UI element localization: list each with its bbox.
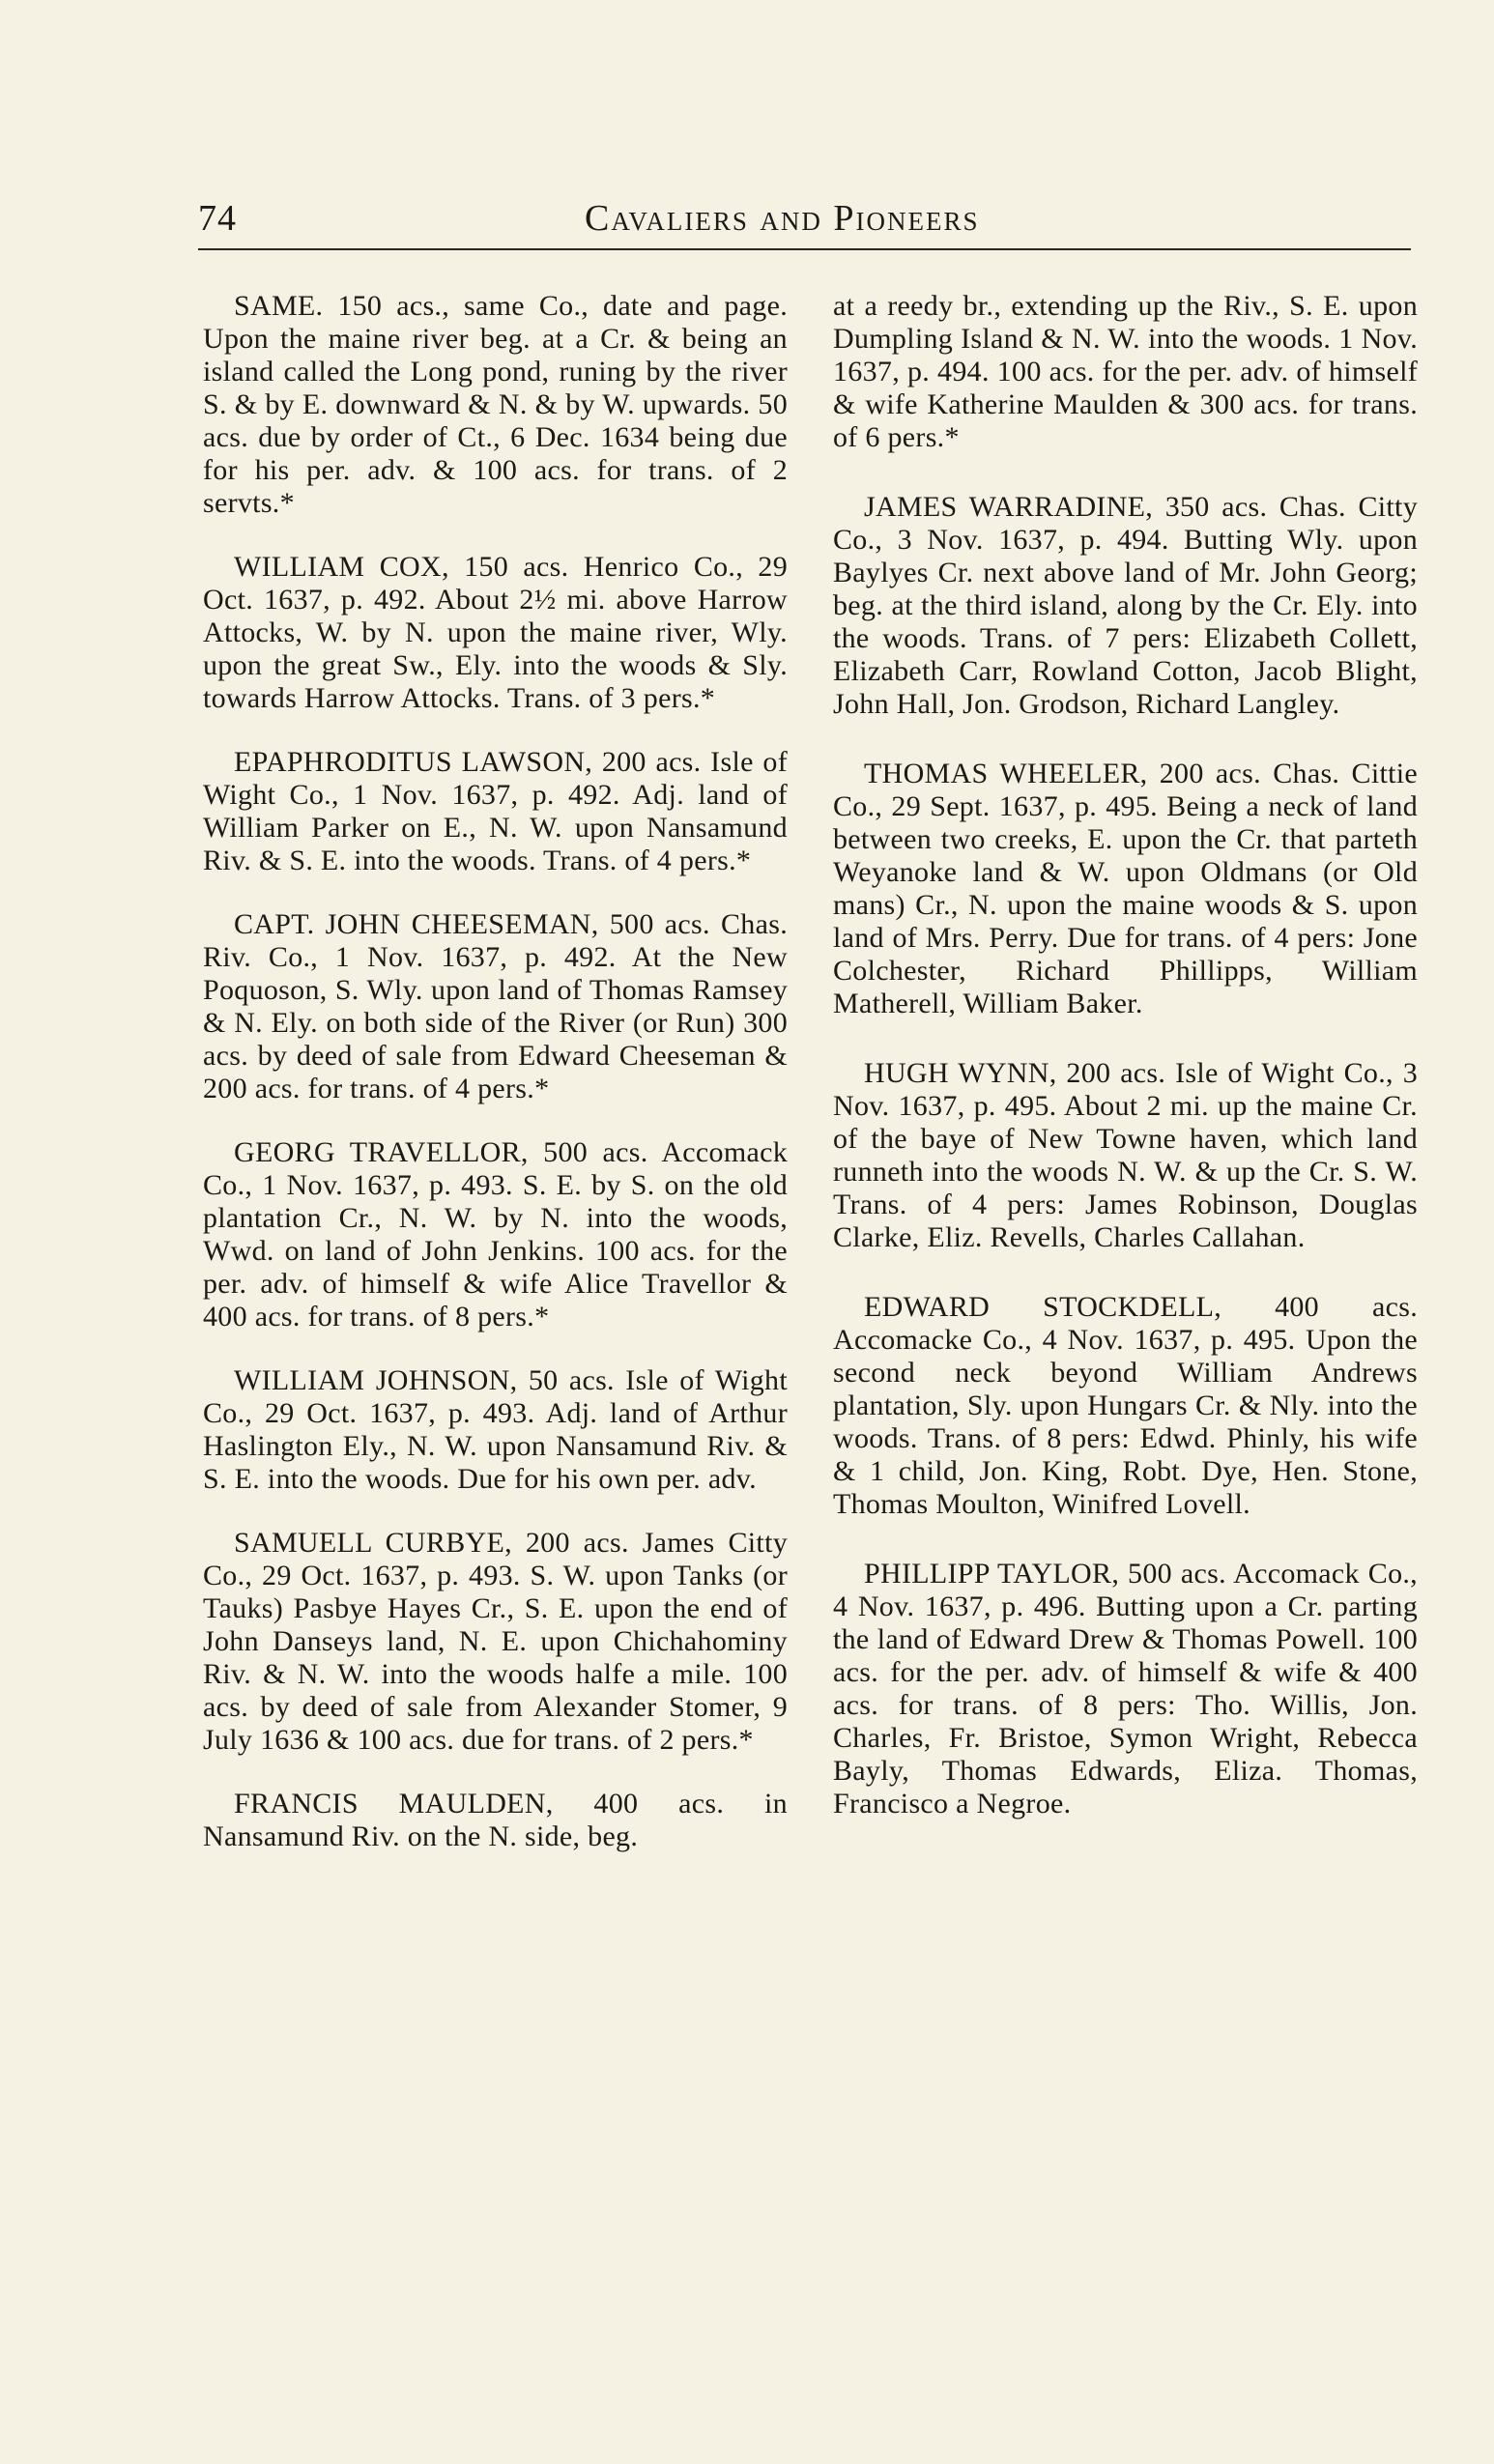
entry-william-cox: WILLIAM COX, 150 acs. Henrico Co., 29 Oct. 1637, p. 492. About 2½ mi. above Harrow Attocks, W. by N. upon the maine river, Wly. upon the great Sw., Ely. into the woods & Sly. towards Harrow Attocks. Trans. of 3 pers.* xyxy=(203,551,788,714)
header-rule xyxy=(198,248,1411,250)
right-column xyxy=(833,290,1418,1857)
page-header xyxy=(198,191,1411,249)
entry-phillipp-taylor: PHILLIPP TAYLOR, 500 acs. Accomack Co., 4 Nov. 1637, p. 496. Butting upon a Cr. parting the land of Edward Drew & Thomas Powell. 100 acs. for the per. adv. of himself & wife & 400 acs. for trans. of 8 pers: Tho. Willis, Jon. Charles, Fr. Bristoe, Symon Wright, Rebecca Bayly, Thomas Edwards, Eliza. Thomas, Francisco a Negroe. xyxy=(833,1558,1418,1819)
page-number: 74 xyxy=(198,198,237,239)
left-column xyxy=(203,290,788,1884)
entry-francis-maulden-continued: at a reedy br., extending up the Riv., S. E. upon Dumpling Island & N. W. into the woods. 1 Nov. 1637, p. 494. 100 acs. for the per. adv. of himself & wife Katherine Maulden & 300 acs. for trans. of 6 pers.* xyxy=(833,290,1418,453)
entry-epaphroditus-lawson: EPAPHRODITUS LAWSON, 200 acs. Isle of Wight Co., 1 Nov. 1637, p. 492. Adj. land of William Parker on E., N. W. upon Nansamund Riv. & S. E. into the woods. Trans. of 4 pers.* xyxy=(203,746,788,876)
entry-edward-stockdell: EDWARD STOCKDELL, 400 acs. Accomacke Co., 4 Nov. 1637, p. 495. Upon the second neck beyond William Andrews plantation, Sly. upon Hungars Cr. & Nly. into the woods. Trans. of 8 pers: Edwd. Phinly, his wife & 1 child, Jon. King, Robt. Dye, Hen. Stone, Thomas Moulton, Winifred Lovell. xyxy=(833,1291,1418,1520)
running-title: Cavaliers and Pioneers xyxy=(585,198,980,239)
entry-john-cheeseman: CAPT. JOHN CHEESEMAN, 500 acs. Chas. Riv. Co., 1 Nov. 1637, p. 492. At the New Poquoson, S. Wly. upon land of Thomas Ramsey & N. Ely. on both side of the River (or Run) 300 acs. by deed of sale from Edward Cheeseman & 200 acs. for trans. of 4 pers.* xyxy=(203,908,788,1104)
entry-thomas-wheeler: THOMAS WHEELER, 200 acs. Chas. Cittie Co., 29 Sept. 1637, p. 495. Being a neck of land between two creeks, E. upon the Cr. that parteth Weyanoke land & W. upon Oldmans (or Old mans) Cr., N. upon the maine woods & S. upon land of Mrs. Perry. Due for trans. of 4 pers: Jone Colchester, Richard Phillipps, William Matherell, William Baker. xyxy=(833,758,1418,1019)
entry-same: SAME. 150 acs., same Co., date and page. Upon the maine river beg. at a Cr. & being an island called the Long pond, runing by the river S. & by E. downward & N. & by W. upwards. 50 acs. due by order of Ct., 6 Dec. 1634 being due for his per. adv. & 100 acs. for trans. of 2 servts.* xyxy=(203,290,788,519)
entry-samuell-curbye: SAMUELL CURBYE, 200 acs. James Citty Co., 29 Oct. 1637, p. 493. S. W. upon Tanks (or Tauks) Pasbye Hayes Cr., S. E. upon the end of John Danseys land, N. E. upon Chichahominy Riv. & N. W. into the woods halfe a mile. 100 acs. by deed of sale from Alexander Stomer, 9 July 1636 & 100 acs. due for trans. of 2 pers.* xyxy=(203,1527,788,1756)
entry-james-warradine: JAMES WARRADINE, 350 acs. Chas. Citty Co., 3 Nov. 1637, p. 494. Butting Wly. upon Baylyes Cr. next above land of Mr. John Georg; beg. at the third island, along by the Cr. Ely. into the woods. Trans. of 7 pers: Elizabeth Collett, Elizabeth Carr, Rowland Cotton, Jacob Blight, John Hall, Jon. Grodson, Richard Langley. xyxy=(833,491,1418,720)
entry-william-johnson: WILLIAM JOHNSON, 50 acs. Isle of Wight Co., 29 Oct. 1637, p. 493. Adj. land of Arthur Haslington Ely., N. W. upon Nansamund Riv. & S. E. into the woods. Due for his own per. adv. xyxy=(203,1364,788,1495)
entry-georg-travellor: GEORG TRAVELLOR, 500 acs. Accomack Co., 1 Nov. 1637, p. 493. S. E. by S. on the old plantation Cr., N. W. by N. into the woods, Wwd. on land of John Jenkins. 100 acs. for the per. adv. of himself & wife Alice Travellor & 400 acs. for trans. of 8 pers.* xyxy=(203,1136,788,1332)
entry-francis-maulden: FRANCIS MAULDEN, 400 acs. in Nansamund Riv. on the N. side, beg. xyxy=(203,1788,788,1852)
entry-hugh-wynn: HUGH WYNN, 200 acs. Isle of Wight Co., 3 Nov. 1637, p. 495. About 2 mi. up the maine Cr. of the baye of New Towne haven, which land runneth into the woods N. W. & up the Cr. S. W. Trans. of 4 pers: James Robinson, Douglas Clarke, Eliz. Revells, Charles Callahan. xyxy=(833,1057,1418,1253)
